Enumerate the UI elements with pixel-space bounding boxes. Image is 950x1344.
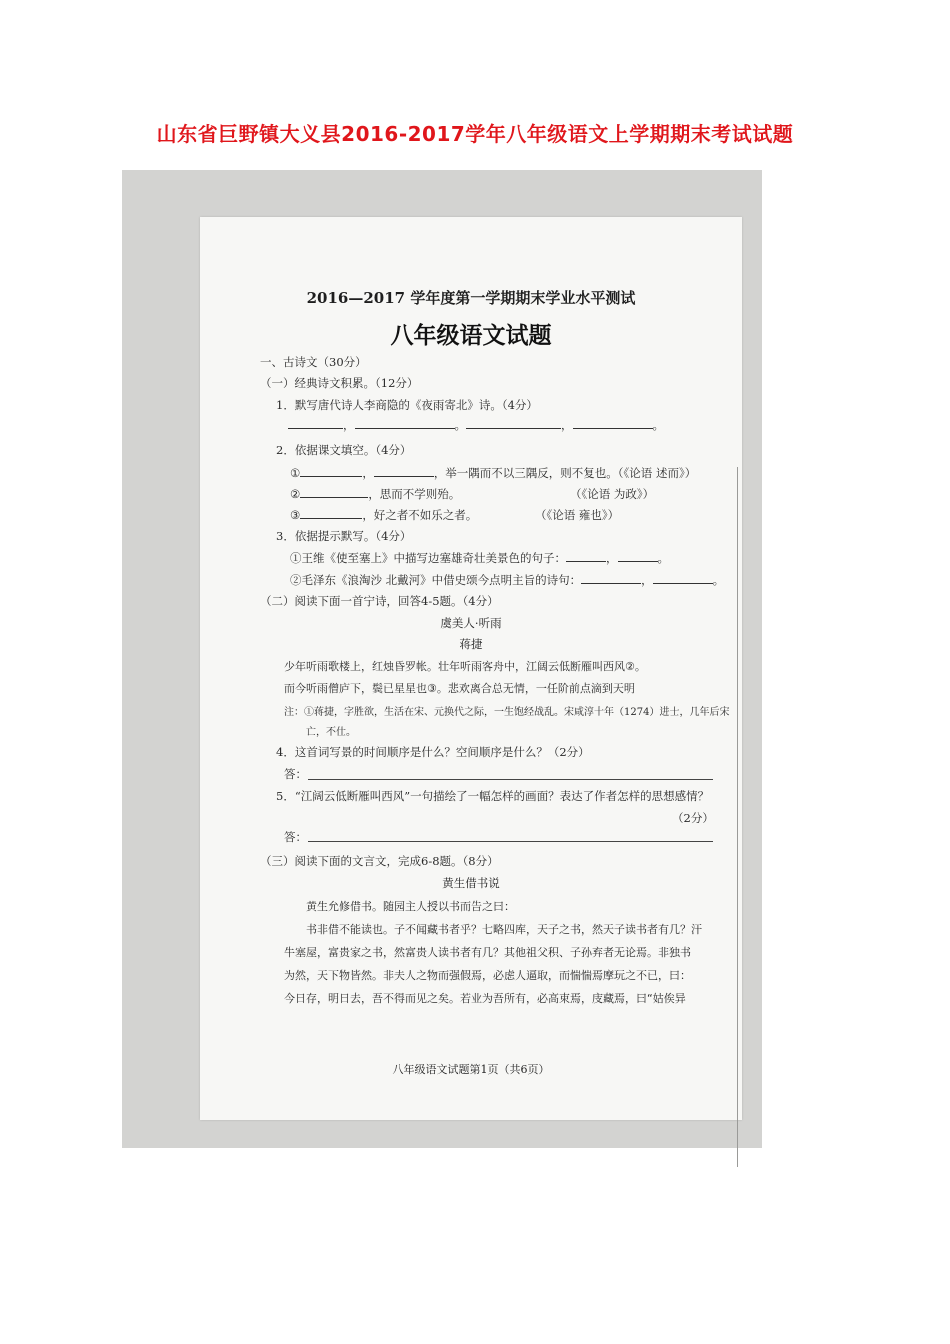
document-title: 山东省巨野镇大义县2016-2017学年八年级语文上学期期末考试试题 xyxy=(156,122,794,146)
prose-line-5: 今日存，明日去，吾不得而见之矣。若业为吾所有，必高束焉，庋藏焉，曰“姑俟异 xyxy=(284,992,686,1005)
poem-line-1: 少年听雨歌楼上，红烛昏罗帐。壮年听雨客舟中，江阔云低断雁叫西风②。 xyxy=(284,660,646,673)
q2-item-3-source: （《论语 雍也》） xyxy=(535,508,620,522)
q2-item-3-num: ③ xyxy=(290,508,301,522)
question-4: 4．这首词写景的时间顺序是什么？空间顺序是什么？（2分） xyxy=(276,745,590,759)
q5-answer-line[interactable] xyxy=(308,841,713,842)
subsection-3-heading: （三）阅读下面的文言文，完成6-8题。（8分） xyxy=(260,854,499,868)
question-5: 5．“江阔云低断雁叫西风”一句描绘了一幅怎样的画面？表达了作者怎样的思想感情？ xyxy=(276,789,710,803)
q2-item-3-text: ，好之者不如乐之者。 xyxy=(362,508,478,522)
q2-item-3[interactable] xyxy=(290,507,477,523)
q3-item-2[interactable]: ②毛泽东《浪淘沙 北戴河》中借史颂今点明主旨的诗句： ， 。 xyxy=(290,573,725,587)
subsection-1-heading: （一）经典诗文积累。（12分） xyxy=(260,376,419,390)
q5-answer-label: 答： xyxy=(284,830,307,844)
q2-item-2-text: ，思而不学则殆。 xyxy=(368,487,461,501)
question-2: 2．依据课文填空。（4分） xyxy=(276,443,412,457)
prose-title: 黄生借书说 xyxy=(442,876,500,890)
q1-answer-blanks[interactable]: ， 。 ， 。 xyxy=(288,417,664,433)
prose-line-4: 为然，天下物皆然。非夫人之物而强假焉，必虑人逼取，而惴惴焉摩玩之不已，曰： xyxy=(284,969,691,982)
q2-item-1-num: ① xyxy=(290,466,301,480)
q2-item-2[interactable] xyxy=(290,486,460,502)
question-3: 3．依据提示默写。（4分） xyxy=(276,529,412,543)
exam-paper xyxy=(200,217,742,1120)
q4-answer-label: 答： xyxy=(284,767,307,781)
poem-note-1: 注：①蒋捷，字胜欲，生活在宋、元换代之际，一生饱经战乱。宋咸淳十年（1274）进士，几年后宋 xyxy=(284,707,730,718)
scanned-photo xyxy=(122,170,762,1148)
prose-line-1: 黄生允修借书。随园主人授以书而告之曰： xyxy=(306,900,515,913)
q2-item-2-num: ② xyxy=(290,487,301,501)
q4-answer-line[interactable] xyxy=(308,779,713,780)
poem-author: 蒋捷 xyxy=(459,637,483,651)
question-1: 1．默写唐代诗人李商隐的《夜雨寄北》诗。（4分） xyxy=(276,398,538,412)
q3-item-2-text: ②毛泽东《浪淘沙 北戴河》中借史颂今点明主旨的诗句： xyxy=(290,573,582,587)
exam-header: 2016—2017 学年度第一学期期末学业水平测试 xyxy=(306,289,636,307)
q3-item-1-text: ①王维《使至塞上》中描写边塞雄奇壮美景色的句子： xyxy=(290,551,566,565)
poem-line-2: 而今听雨僧庐下，鬓已星星也③。悲欢离合总无情，一任阶前点滴到天明 xyxy=(284,682,635,695)
q5-score: （2分） xyxy=(672,811,714,825)
prose-line-2: 书非借不能读也。子不闻藏书者乎？七略四库，天子之书，然天子读书者有几？汗 xyxy=(306,923,702,936)
subsection-2-heading: （二）阅读下面一首宁诗，回答4-5题。（4分） xyxy=(260,594,499,608)
prose-line-3: 牛塞屋，富贵家之书，然富贵人读书者有几？其他祖父积、子孙弃者无论焉。非独书 xyxy=(284,946,691,959)
q2-item-2-source: （《论语 为政》） xyxy=(570,487,655,501)
q3-item-1[interactable]: ①王维《使至塞上》中描写边塞雄奇壮美景色的句子： ， 。 xyxy=(290,551,669,565)
poem-note-2: 亡，不仕。 xyxy=(306,727,356,738)
page-footer: 八年级语文试题第1页（共6页） xyxy=(392,1063,550,1076)
exam-subject-title: 八年级语文试题 xyxy=(390,322,552,349)
poem-title: 虞美人·听雨 xyxy=(440,616,502,630)
section-1-heading: 一、古诗文（30分） xyxy=(260,355,367,369)
q2-item-1[interactable]: ① ， ，举一隅而不以三隅反，则不复也。（《论语 述而》） xyxy=(290,466,697,480)
q2-item-1-text: ，举一隅而不以三隅反，则不复也。（《论语 述而》） xyxy=(433,466,697,480)
